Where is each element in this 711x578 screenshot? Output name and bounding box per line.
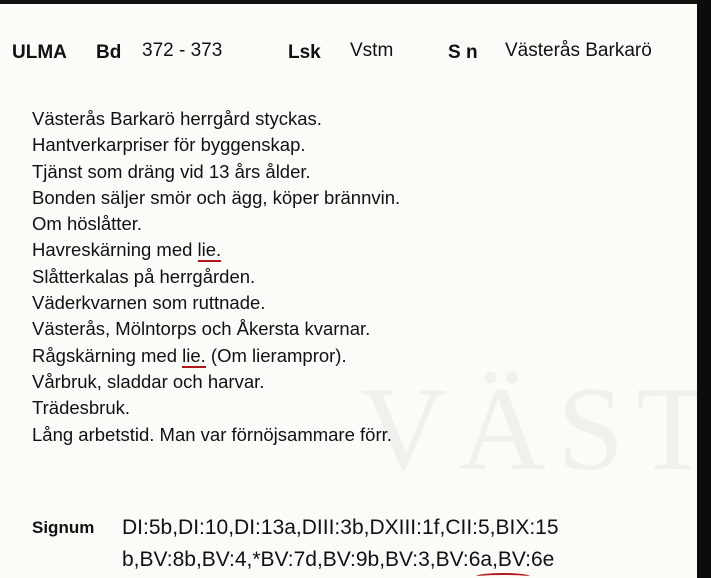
topic-line-underlined	[32, 343, 400, 369]
right-edge	[697, 0, 711, 578]
bd-label: Bd	[96, 42, 122, 63]
topic-line: Trädesbruk.	[32, 397, 131, 419]
sn-value: Västerås Barkarö	[505, 40, 652, 61]
topic-line: Om höslåtter.	[32, 213, 143, 235]
top-edge	[0, 0, 697, 4]
line-text: Havreskärning med	[32, 239, 198, 261]
underlined-word: lie.	[197, 239, 222, 261]
topic-line: Hantverkarpriser för byggenskap.	[32, 134, 306, 156]
topic-line: Slåtterkalas på herrgården.	[32, 265, 256, 287]
line-text: Rågskärning med	[32, 344, 183, 366]
red-pen-mark	[476, 573, 530, 578]
topic-line: Västerås, Mölntorps och Åkersta kvarnar.	[32, 318, 371, 340]
topic-line: Västerås Barkarö herrgård styckas.	[32, 108, 322, 129]
lsk-label: Lsk	[288, 42, 321, 63]
topic-line: Bonden säljer smör och ägg, köper brännvin.	[32, 186, 401, 208]
lsk-value: Vstm	[350, 40, 394, 61]
ulma-label: ULMA	[12, 42, 67, 63]
signum-codes: DI:5b,DI:10,DI:13a,DIII:3b,DXIII:1f,CII:5,BIX:15 b,BV:8b,BV:4,*BV:7d,BV:9b,BV:3,BV:6a,BV:6e	[122, 516, 559, 571]
topic-line: Vårbruk, sladdar och harvar.	[32, 370, 265, 392]
sn-label: S n	[448, 42, 478, 63]
signum-label: Signum	[32, 518, 95, 537]
topic-list	[32, 106, 400, 448]
bd-value: 372 - 373	[142, 40, 223, 61]
topic-line-underlined	[32, 237, 400, 263]
topic-line: Väderkvarnen som ruttnade.	[32, 292, 266, 314]
underlined-word: lie.	[182, 344, 206, 366]
line-text: (Om lierampror).	[205, 344, 347, 366]
topic-line: Tjänst som dräng vid 13 års ålder.	[32, 160, 311, 182]
background-watermark	[360, 360, 697, 498]
topic-line: Lång arbetstid. Man var förnöjsammare förr.	[32, 423, 392, 445]
